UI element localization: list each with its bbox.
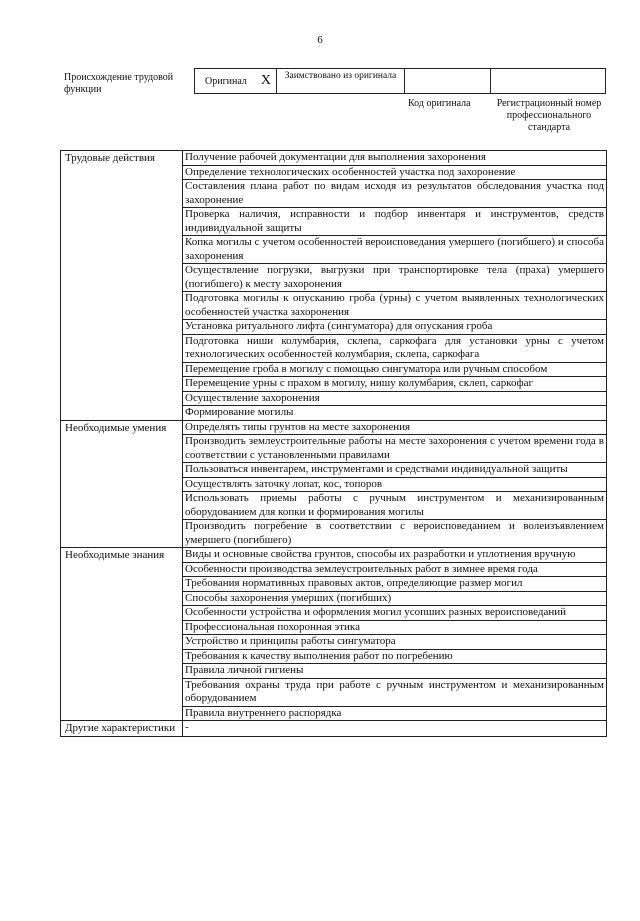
section-item: Требования к качеству выполнения работ по погребению bbox=[183, 649, 607, 664]
section-item: Требования охраны труда при работе с ручным инструментом и механизированным оборудованием bbox=[183, 678, 607, 706]
original-code-cell bbox=[405, 69, 491, 93]
table-row bbox=[61, 151, 607, 166]
table-row bbox=[61, 721, 607, 737]
section-item: Осуществление захоронения bbox=[183, 391, 607, 406]
section-item: Перемещение гроба в могилу с помощью сингуматора или ручным способом bbox=[183, 362, 607, 377]
original-cell bbox=[195, 69, 277, 93]
labor-function-table bbox=[60, 150, 607, 737]
section-item: Копка могилы с учетом особенностей вероисповедания умершего (погибшего) и способа захоронения bbox=[183, 236, 607, 264]
section-item: Профессиональная похоронная этика bbox=[183, 620, 607, 635]
section-title: Другие характеристики bbox=[61, 721, 183, 737]
original-mark: X bbox=[260, 73, 272, 88]
reg-number-cell bbox=[491, 69, 605, 93]
reg-caption: Регистрационный номер профессионального стандарта bbox=[496, 98, 602, 133]
section-item: Правила внутреннего распорядка bbox=[183, 706, 607, 721]
section-item: Осуществлять заточку лопат, кос, топоров bbox=[183, 477, 607, 492]
table-row bbox=[61, 420, 607, 435]
section-item: Подготовка могилы к опусканию гроба (урны) с учетом выявленных технологических особенностей участка захоронения bbox=[183, 292, 607, 320]
section-item: - bbox=[183, 721, 607, 737]
section-item: Подготовка ниши колумбария, склепа, саркофага для установки урны с учетом технологических особенностей колумбария, склепа, саркофага bbox=[183, 334, 607, 362]
origin-label: Происхождение трудовой функции bbox=[64, 72, 174, 95]
section-item: Устройство и принципы работы сингуматора bbox=[183, 635, 607, 650]
section-item: Пользоваться инвентарем, инструментами и средствами индивидуальной защиты bbox=[183, 463, 607, 478]
section-item: Правила личной гигиены bbox=[183, 664, 607, 679]
section-item: Способы захоронения умерших (погибших) bbox=[183, 591, 607, 606]
section-item: Определение технологических особенностей участка под захоронение bbox=[183, 165, 607, 180]
table-row bbox=[61, 548, 607, 563]
section-item: Формирование могилы bbox=[183, 406, 607, 421]
section-item: Использовать приемы работы с ручным инструментом и механизированным оборудованием для копки и формирования могилы bbox=[183, 492, 607, 520]
section-item: Установка ритуального лифта (сингуматора) для опускания гроба bbox=[183, 320, 607, 335]
section-item: Проверка наличия, исправности и подбор инвентаря и инструментов, средств индивидуальной защиты bbox=[183, 208, 607, 236]
section-item: Получение рабочей документации для выполнения захоронения bbox=[183, 151, 607, 166]
page-number: 6 bbox=[317, 34, 323, 46]
section-item: Перемещение урны с прахом в могилу, нишу колумбария, склеп, саркофаг bbox=[183, 377, 607, 392]
section-item: Виды и основные свойства грунтов, способы их разработки и уплотнения вручную bbox=[183, 548, 607, 563]
code-caption: Код оригинала bbox=[408, 98, 471, 109]
section-item: Требования нормативных правовых актов, определяющие размер могил bbox=[183, 577, 607, 592]
section-title: Трудовые действия bbox=[61, 151, 183, 421]
section-item: Особенности производства землеустроительных работ в зимнее время года bbox=[183, 562, 607, 577]
section-item: Осуществление погрузки, выгрузки при транспортировке тела (праха) умершего (погибшего) к месту захоронения bbox=[183, 264, 607, 292]
section-title: Необходимые знания bbox=[61, 548, 183, 721]
section-item: Производить погребение в соответствии с вероисповеданием и волеизъявлением умершего (погибшего) bbox=[183, 520, 607, 548]
section-item: Составления плана работ по видам исходя из результатов обследования участка под захоронение bbox=[183, 180, 607, 208]
section-title: Необходимые умения bbox=[61, 420, 183, 548]
origin-box bbox=[194, 68, 606, 94]
section-item: Особенности устройства и оформления могил усопших разных вероисповеданий bbox=[183, 606, 607, 621]
section-item: Производить землеустроительные работы на месте захоронения с учетом времени года в соответствии с установленными правилами bbox=[183, 435, 607, 463]
borrowed-cell: Заимствовано из оригинала bbox=[277, 69, 405, 93]
original-label: Оригинал bbox=[205, 75, 247, 87]
section-item: Определять типы грунтов на месте захоронения bbox=[183, 420, 607, 435]
